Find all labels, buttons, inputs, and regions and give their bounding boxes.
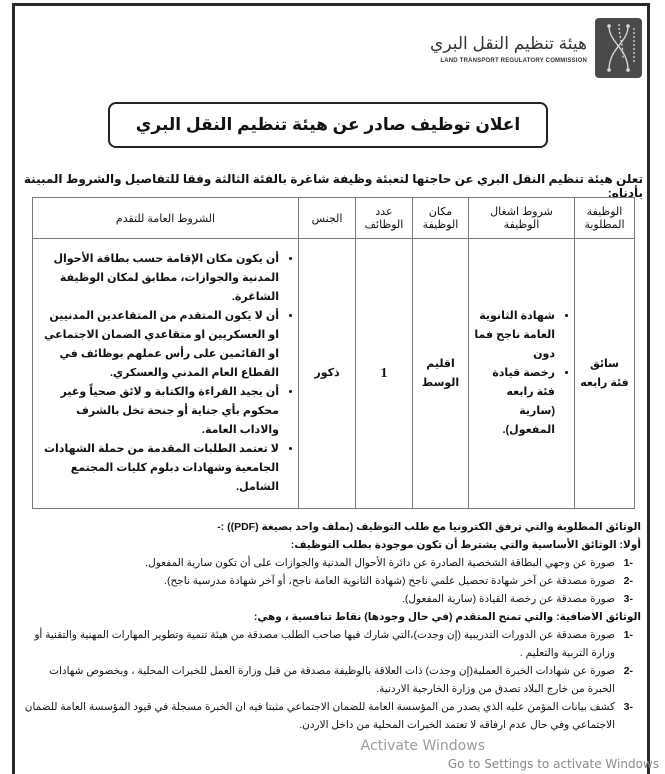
item-number: -2 xyxy=(623,665,633,677)
activate-windows-watermark: Activate Windows xyxy=(360,738,485,754)
header-location: مكان الوظيفة xyxy=(413,198,469,239)
item-number: -1 xyxy=(623,557,633,569)
cell-location: اقليم الوسط xyxy=(413,239,469,509)
requirement-item: • شهادة الثانوية العامة ناجح فما دون xyxy=(474,307,555,364)
cell-count: 1 xyxy=(356,239,413,509)
intro-text: تعلن هيئة تنظيم النقل البري عن حاجتها لتعبئة وظيفة شاغرة بالفئة الثالثة وفقا للتفاصيل والشروط المبينة بأدناه: xyxy=(23,172,643,200)
table-row xyxy=(33,239,635,509)
extra-document-item xyxy=(22,698,641,734)
header-count: عدد الوظائف xyxy=(356,198,413,239)
cell-gender: ذكور xyxy=(299,239,356,509)
documents-heading: الوثائق المطلوبة والتي ترفق الكترونيا مع طلب التوظيف (بملف واحد بصيغة (PDF)) :- xyxy=(217,521,641,533)
extra-document-item xyxy=(22,662,641,698)
item-text: صورة عن وجهي البطاقة الشخصية الصادرة عن دائرة الأحوال المدنية والجوازات على أن تكون سارية المفعول. xyxy=(145,557,615,569)
item-text: صورة مصدقة عن آخر شهادة تحصيل علمي ناجح (شهادة الثانوية العامة ناجح، أو آخر شهادة مدرسية ناجح). xyxy=(164,575,615,587)
header-gender: الجنس xyxy=(299,198,356,239)
cell-general-conditions xyxy=(33,239,299,509)
announcement-title-box xyxy=(108,102,548,148)
cell-job: سائق فئة رابعه xyxy=(575,239,635,509)
header-job: الوظيفة المطلوبة xyxy=(575,198,635,239)
cell-job-requirements xyxy=(469,239,575,509)
requirement-item: • رخصة قيادة فئة رابعه (سارية المفعول). xyxy=(474,364,555,440)
extra-documents-heading: الوثائق الاضافية: والتي تمنح المتقدم (في حال وجودها) نقاط تنافسية ، وهي: xyxy=(253,611,641,623)
item-number: -3 xyxy=(623,593,633,605)
header-job-requirements: شروط اشغال الوظيفة xyxy=(469,198,575,239)
extra-document-item xyxy=(22,626,641,662)
required-documents xyxy=(22,518,641,734)
item-number: -3 xyxy=(623,701,633,713)
item-text: صورة مصدقة عن رخصة القيادة (سارية المفعول). xyxy=(402,593,615,605)
item-text: كشف بيانات المؤمن عليه الذي يصدر من المؤسسة العامة للضمان الاجتماعي مثبتا فيه ان الخبرة مسجلة في قيود المؤسسة العامة للضمان الاجتماعي وفي حال عدم ارفاقه لا تعتمد الخبرات المحلية من داخل الاردن. xyxy=(24,701,615,731)
item-text: صورة مصدقة عن الدورات التدريبية (إن وجدت)،التي شارك فيها صاحب الطلب مصدقة من هيئة تنمية وتطوير المهارات المهنية والتقنية أو وزارة التربية والتعليم . xyxy=(34,629,615,659)
basic-document-item xyxy=(22,590,641,608)
basic-documents-heading: أولا: الوثائق الأساسية والتي يشترط أن تكون موجودة بطلب التوظيف: xyxy=(290,539,641,551)
condition-item: • لا تعتمد الطلبات المقدمة من حملة الشهادات الجامعية وشهادات دبلوم كليات المجتمع الشامل. xyxy=(38,440,279,497)
condition-item: • أن يجيد القراءة والكتابة و لائق صحياً وغير محكوم بأي جناية أو جنحة تخل بالشرف والاداب العامة. xyxy=(38,383,279,440)
basic-document-item xyxy=(22,554,641,572)
activate-windows-hint[interactable]: Go to Settings to activate Windows xyxy=(447,757,659,771)
item-number: -1 xyxy=(623,629,633,641)
header-general-conditions: الشروط العامة للتقدم xyxy=(33,198,299,239)
job-table xyxy=(32,197,635,509)
condition-item: • أن يكون مكان الإقامة حسب بطاقة الأحوال المدنية والجوازات، مطابق لمكان الوظيفة الشاغرة. xyxy=(38,250,279,307)
item-number: -2 xyxy=(623,575,633,587)
basic-document-item xyxy=(22,572,641,590)
condition-item: • أن لا يكون المتقدم من المتقاعدين المدنيين او العسكريين او متقاعدي الضمان الاجتماعي او القائمين على رأس عملهم بوظائف في القطاع العام المدني والعسكري. xyxy=(38,307,279,383)
item-text: صورة عن شهادات الخبرة العملية(إن وجدت) ذات العلاقة بالوظيفة مصدقة من قبل وزارة العمل للخبرات المحلية ، وبخصوص شهادات الخبرة من خارج البلاد تصدق من وزارة الخارجية الاردنية. xyxy=(49,665,615,695)
org-name-arabic: هيئة تنظيم النقل البري xyxy=(430,34,587,53)
table-header-row xyxy=(33,198,635,239)
org-logo-icon xyxy=(595,18,642,78)
announcement-title: اعلان توظيف صادر عن هيئة تنظيم النقل البري xyxy=(135,115,521,134)
org-name-english: LAND TRANSPORT REGULATORY COMMISSION xyxy=(440,58,587,64)
